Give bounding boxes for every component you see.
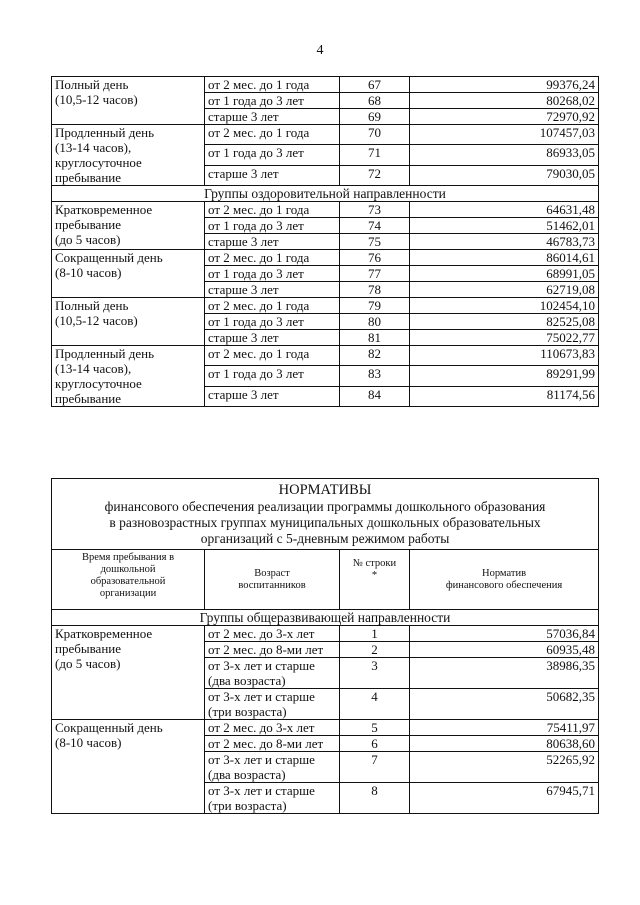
stay-duration-line: Сокращенный день: [55, 250, 163, 265]
norm-value-cell: 62719,08: [410, 282, 599, 298]
norm-value-cell: 81174,56: [410, 386, 599, 406]
stay-duration-line: (13-14 часов),: [55, 140, 132, 155]
age-cell: от 1 года до 3 лет: [205, 314, 340, 330]
norm-value-cell: 80638,60: [410, 736, 599, 752]
stay-duration-cell: [52, 720, 205, 814]
norm-value-cell: 51462,01: [410, 218, 599, 234]
stay-duration-cell: [52, 250, 205, 298]
section-heading: Группы оздоровительной направленности: [52, 186, 599, 202]
stay-duration-line: пребывание: [55, 391, 121, 406]
norm-value-cell: 75022,77: [410, 330, 599, 346]
row-number-cell: 69: [340, 109, 410, 125]
norm-value-cell: 46783,73: [410, 234, 599, 250]
stay-duration-cell: [52, 202, 205, 250]
stay-duration-line: Продленный день: [55, 346, 155, 361]
table-row: [52, 77, 599, 93]
age-cell: от 2 мес. до 1 года: [205, 125, 340, 145]
norm-value-cell: 86933,05: [410, 145, 599, 165]
norm-value-cell: 50682,35: [410, 689, 599, 720]
row-number-cell: 7: [340, 752, 410, 783]
norms-subtitle-line-1: финансового обеспечения реализации программы дошкольного образования: [104, 499, 546, 514]
age-cell: от 1 года до 3 лет: [205, 266, 340, 282]
age-line: от 3-х лет и старше: [208, 658, 315, 673]
norms-title: НОРМАТИВЫ: [278, 482, 372, 498]
norms-subtitle-line-3: организаций с 5-дневным режимом работы: [200, 531, 450, 546]
row-number-cell: 72: [340, 165, 410, 185]
age-cell: [205, 642, 340, 658]
norm-value-cell: 72970,92: [410, 109, 599, 125]
age-line: (два возраста): [208, 673, 286, 688]
norm-value-cell: 79030,05: [410, 165, 599, 185]
stay-duration-line: пребывание: [55, 641, 121, 656]
row-number-cell: 70: [340, 125, 410, 145]
norm-value-cell: 86014,61: [410, 250, 599, 266]
row-number-cell: 6: [340, 736, 410, 752]
stay-duration-line: (10,5-12 часов): [55, 313, 138, 328]
age-line: от 3-х лет и старше: [208, 783, 315, 798]
stay-duration-line: (13-14 часов),: [55, 361, 132, 376]
header-time: Время пребывания в дошкольной образовательной организации: [52, 550, 205, 610]
norm-value-cell: 89291,99: [410, 366, 599, 386]
age-cell: от 2 мес. до 1 года: [205, 202, 340, 218]
age-cell: [205, 689, 340, 720]
age-cell: от 1 года до 3 лет: [205, 145, 340, 165]
row-number-cell: 8: [340, 783, 410, 814]
stay-duration-line: (8-10 часов): [55, 265, 122, 280]
row-number-cell: 1: [340, 626, 410, 642]
stay-duration-line: Кратковременное: [55, 202, 153, 217]
age-line: (три возраста): [208, 798, 287, 813]
table-row: [52, 125, 599, 145]
stay-duration-line: пребывание: [55, 170, 121, 185]
row-number-cell: 75: [340, 234, 410, 250]
age-cell: от 2 мес. до 1 года: [205, 77, 340, 93]
row-number-cell: 68: [340, 93, 410, 109]
age-cell: [205, 736, 340, 752]
row-number-cell: 77: [340, 266, 410, 282]
stay-duration-cell: [52, 298, 205, 346]
age-cell: старше 3 лет: [205, 386, 340, 406]
norm-value-cell: 110673,83: [410, 346, 599, 366]
row-number-cell: 73: [340, 202, 410, 218]
header-row-number: № строки *: [340, 550, 410, 610]
row-number-cell: 74: [340, 218, 410, 234]
norm-value-cell: 102454,10: [410, 298, 599, 314]
age-cell: [205, 720, 340, 736]
age-cell: от 2 мес. до 1 года: [205, 298, 340, 314]
norm-value-cell: 99376,24: [410, 77, 599, 93]
age-line: от 2 мес. до 3-х лет: [208, 720, 315, 735]
row-number-cell: 78: [340, 282, 410, 298]
row-number-cell: 83: [340, 366, 410, 386]
norm-value-cell: 80268,02: [410, 93, 599, 109]
age-line: от 2 мес. до 8-ми лет: [208, 642, 324, 657]
section-heading: Группы общеразвивающей направленности: [52, 610, 599, 626]
age-line: от 3-х лет и старше: [208, 689, 315, 704]
table-row: [52, 298, 599, 314]
age-cell: старше 3 лет: [205, 165, 340, 185]
stay-duration-line: Продленный день: [55, 125, 155, 140]
table-row: [52, 626, 599, 642]
row-number-cell: 84: [340, 386, 410, 406]
row-number-cell: 82: [340, 346, 410, 366]
age-cell: [205, 783, 340, 814]
norm-value-cell: 67945,71: [410, 783, 599, 814]
stay-duration-line: (до 5 часов): [55, 232, 121, 247]
age-line: (два возраста): [208, 767, 286, 782]
norm-value-cell: 60935,48: [410, 642, 599, 658]
age-line: от 2 мес. до 3-х лет: [208, 626, 315, 641]
age-cell: старше 3 лет: [205, 109, 340, 125]
stay-duration-cell: [52, 77, 205, 125]
table-row: [52, 346, 599, 366]
row-number-cell: 76: [340, 250, 410, 266]
age-cell: старше 3 лет: [205, 234, 340, 250]
row-number-cell: 67: [340, 77, 410, 93]
stay-duration-cell: [52, 626, 205, 720]
row-number-cell: 2: [340, 642, 410, 658]
age-line: от 3-х лет и старше: [208, 752, 315, 767]
table-row: [52, 250, 599, 266]
norms-table: [51, 478, 599, 814]
header-age: Возраст воспитанников: [205, 550, 340, 610]
row-number-cell: 80: [340, 314, 410, 330]
page-number: 4: [316, 43, 324, 58]
section-row: [52, 610, 599, 626]
stay-duration-line: Полный день: [55, 77, 129, 92]
age-cell: старше 3 лет: [205, 282, 340, 298]
stay-duration-cell: [52, 125, 205, 186]
norms-subtitle-line-2: в разновозрастных группах муниципальных дошкольных образовательных: [109, 515, 541, 530]
table-row: [52, 202, 599, 218]
stay-duration-cell: [52, 346, 205, 407]
stay-duration-line: (до 5 часов): [55, 656, 121, 671]
age-line: от 2 мес. до 8-ми лет: [208, 736, 324, 751]
age-cell: от 1 года до 3 лет: [205, 93, 340, 109]
row-number-cell: 4: [340, 689, 410, 720]
norm-value-cell: 68991,05: [410, 266, 599, 282]
age-line: (три возраста): [208, 704, 287, 719]
age-cell: старше 3 лет: [205, 330, 340, 346]
row-number-cell: 79: [340, 298, 410, 314]
age-cell: [205, 752, 340, 783]
row-number-cell: 5: [340, 720, 410, 736]
age-cell: [205, 626, 340, 642]
norms-table-title: [52, 479, 599, 550]
norm-value-cell: 75411,97: [410, 720, 599, 736]
age-cell: от 2 мес. до 1 года: [205, 346, 340, 366]
section-row: [52, 186, 599, 202]
row-number-cell: 81: [340, 330, 410, 346]
stay-duration-line: (8-10 часов): [55, 735, 122, 750]
norm-value-cell: 82525,08: [410, 314, 599, 330]
rates-table-continued: [51, 76, 599, 407]
stay-duration-line: (10,5-12 часов): [55, 92, 138, 107]
stay-duration-line: круглосуточное: [55, 155, 142, 170]
row-number-cell: 71: [340, 145, 410, 165]
stay-duration-line: Сокращенный день: [55, 720, 163, 735]
norm-value-cell: 107457,03: [410, 125, 599, 145]
norm-value-cell: 38986,35: [410, 658, 599, 689]
row-number-cell: 3: [340, 658, 410, 689]
header-norm: Норматив финансового обеспечения: [410, 550, 599, 610]
table-row: [52, 720, 599, 736]
norm-value-cell: 64631,48: [410, 202, 599, 218]
stay-duration-line: круглосуточное: [55, 376, 142, 391]
age-cell: [205, 658, 340, 689]
age-cell: от 1 года до 3 лет: [205, 218, 340, 234]
age-cell: от 1 года до 3 лет: [205, 366, 340, 386]
stay-duration-line: Полный день: [55, 298, 129, 313]
norm-value-cell: 52265,92: [410, 752, 599, 783]
stay-duration-line: пребывание: [55, 217, 121, 232]
norm-value-cell: 57036,84: [410, 626, 599, 642]
age-cell: от 2 мес. до 1 года: [205, 250, 340, 266]
stay-duration-line: Кратковременное: [55, 626, 153, 641]
